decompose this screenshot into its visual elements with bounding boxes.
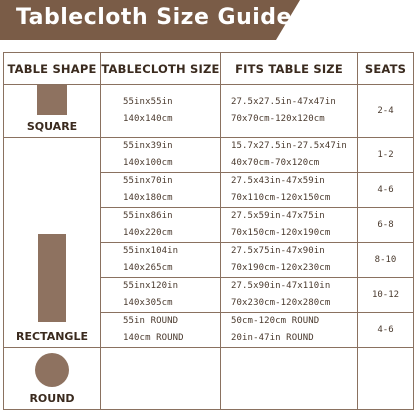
shape-label-round: ROUND <box>29 392 75 405</box>
column-header-shape: TABLE SHAPE <box>4 53 101 85</box>
rectangle-shape-icon <box>38 234 66 322</box>
table-row <box>4 138 414 173</box>
seats-cell: 4-6 <box>358 313 414 348</box>
size-inches: 55inx39in <box>123 141 173 151</box>
shape-label-square: SQUARE <box>26 120 78 133</box>
tablecloth-size-cell <box>101 313 221 348</box>
fits-table-size-cell <box>221 278 358 313</box>
table-row <box>4 85 414 138</box>
fit-cm: 40x70cm-70x120cm <box>231 158 320 168</box>
shape-cell-rectangle <box>4 138 101 348</box>
shape-cell-round <box>4 348 101 410</box>
seats-cell: 10-12 <box>358 278 414 313</box>
tablecloth-size-cell <box>101 173 221 208</box>
tablecloth-size-cell <box>101 348 221 410</box>
tablecloth-size-cell <box>101 278 221 313</box>
size-inches: 55inx86in <box>123 211 173 221</box>
tablecloth-size-cell <box>101 138 221 173</box>
column-header-tablecloth-size: TABLECLOTH SIZE <box>101 53 221 85</box>
square-shape-icon <box>37 85 67 115</box>
fits-table-size-cell <box>221 313 358 348</box>
header-row <box>4 53 414 85</box>
fit-cm: 70x150cm-120x190cm <box>231 228 331 238</box>
seats-cell: 4-6 <box>358 173 414 208</box>
shape-label-rectangle: RECTANGLE <box>16 330 88 343</box>
fit-inches: 27.5x75in-47x90in <box>231 246 325 256</box>
seats-cell: 2-4 <box>358 85 414 138</box>
page-title: Tablecloth Size Guide <box>16 5 292 30</box>
fits-table-size-cell <box>221 85 358 138</box>
fit-inches: 27.5x27.5in-47x47in <box>231 97 336 107</box>
size-cm: 140x305cm <box>123 298 173 308</box>
fit-cm: 70x70cm-120x120cm <box>231 114 325 124</box>
fit-inches: 27.5x43in-47x59in <box>231 176 325 186</box>
fit-inches: 27.5x59in-47x75in <box>231 211 325 221</box>
tablecloth-size-cell <box>101 243 221 278</box>
size-cm: 140x100cm <box>123 158 173 168</box>
size-inches: 55inx55in <box>123 97 173 107</box>
size-inches: 55inx120in <box>123 281 179 291</box>
fits-table-size-cell <box>221 243 358 278</box>
shape-cell-square <box>4 85 101 138</box>
column-header-fits-table-size: FITS TABLE SIZE <box>221 53 358 85</box>
fit-inches: 15.7x27.5in-27.5x47in <box>231 141 347 151</box>
size-guide-table <box>3 52 414 410</box>
fits-table-size-cell <box>221 173 358 208</box>
seats-cell: 8-10 <box>358 243 414 278</box>
size-cm: 140x140cm <box>123 114 173 124</box>
size-cm: 140x220cm <box>123 228 173 238</box>
seats-cell: 6-8 <box>358 208 414 243</box>
size-cm: 140x265cm <box>123 263 173 273</box>
table-row <box>4 348 414 410</box>
fits-table-size-cell <box>221 138 358 173</box>
fit-cm: 70x190cm-120x230cm <box>231 263 331 273</box>
fits-table-size-cell <box>221 348 358 410</box>
size-cm: 140cm ROUND <box>123 333 184 343</box>
tablecloth-size-cell <box>101 85 221 138</box>
tablecloth-size-cell <box>101 208 221 243</box>
size-inches: 55inx104in <box>123 246 179 256</box>
circle-shape-icon <box>35 353 69 387</box>
seats-cell: 1-2 <box>358 138 414 173</box>
size-cm: 140x180cm <box>123 193 173 203</box>
size-inches: 55inx70in <box>123 176 173 186</box>
fit-cm: 20in-47in ROUND <box>231 333 314 343</box>
fit-cm: 70x110cm-120x150cm <box>231 193 331 203</box>
fit-cm: 70x230cm-120x280cm <box>231 298 331 308</box>
seats-cell <box>358 348 414 410</box>
column-header-seats: SEATS <box>358 53 414 85</box>
fits-table-size-cell <box>221 208 358 243</box>
fit-inches: 50cm-120cm ROUND <box>231 316 320 326</box>
size-inches: 55in ROUND <box>123 316 179 326</box>
fit-inches: 27.5x90in-47x110in <box>231 281 331 291</box>
